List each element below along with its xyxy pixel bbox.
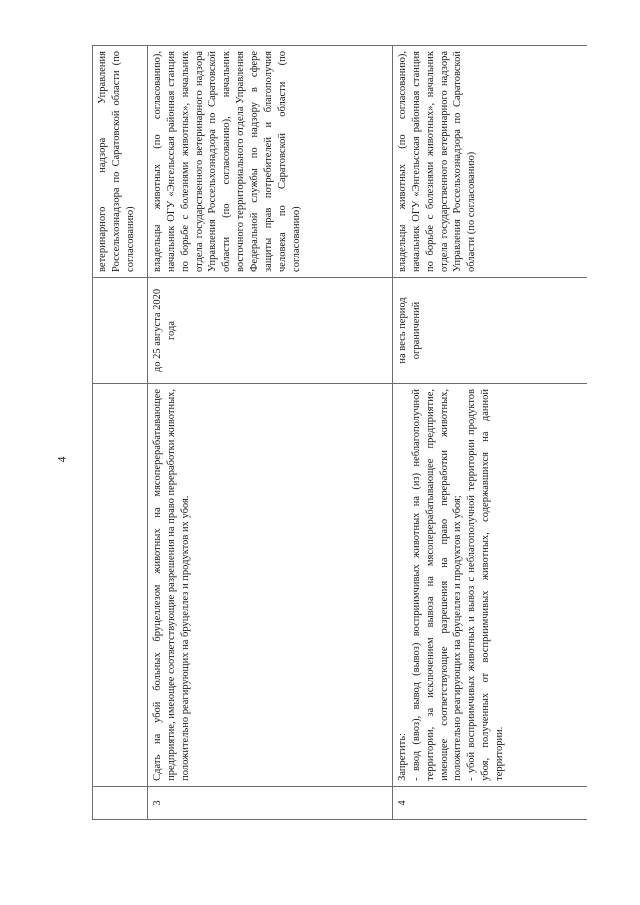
page-number: 4 <box>54 456 69 463</box>
cell-measure: Сдать на убой больных бруцеллезом животных на мясоперерабатывающее предприятие, имеющее соответствующие разрешения на право переработки животных, положительно реагирующих на бруцеллез и продуктов их убоя. <box>148 383 393 786</box>
document-table <box>92 45 587 820</box>
measure-list <box>410 389 507 781</box>
cell-term: до 25 августа 2020 года <box>148 277 393 383</box>
table-row <box>148 46 393 820</box>
document-table-rotated <box>92 45 587 820</box>
cell-measure <box>393 383 588 786</box>
table-row <box>393 46 588 820</box>
cell-responsible: владельцы животных (по согласованию), начальник ОГУ «Энгельсская районная станция по борьбе с болезнями животных», начальник отдела государственного ветеринарного надзора Управления Россельхознадзора по Саратовской области (по согласованию) <box>393 46 588 278</box>
cell-measure <box>93 383 148 786</box>
cell-term <box>93 277 148 383</box>
table-row <box>93 46 148 820</box>
cell-term: на весь период ограничений <box>393 277 588 383</box>
cell-responsible: владельцы животных (по согласованию), начальник ОГУ «Энгельсская районная станция по борьбе с болезнями животных», начальник отдела государственного ветеринарного надзора Управления Россельхознадзора по Саратовской области (по согласованию), начальник восточного территориального отдела Управления Федеральной службы по надзору в сфере защиты прав потребителей и благополучия человека по Саратовской области (по согласованию) <box>148 46 393 278</box>
list-item: - убой восприимчивых животных и вывоз с неблагополучной территории продуктов убоя, полученных от восприимчивых животных, содержавшихся на данной территории. <box>466 388 506 781</box>
cell-num <box>93 786 148 819</box>
cell-responsible: ветеринарного надзора Управления Россельхознадзора по Саратовской области (по согласованию) <box>93 46 148 278</box>
measures-table <box>92 45 587 820</box>
measure-title: Запретить: <box>397 733 408 781</box>
cell-num: 4 <box>393 786 588 819</box>
list-item: - ввод (ввоз), вывод (вывоз) восприимчивых животных на (из) неблагополучной территории, за исключением вывоза на мясоперерабатывающее предприятие, имеющее соответствующие разрешения на право переработки животных, положительно реагирующих на бруцеллез и продуктов их убоя; <box>410 388 464 781</box>
cell-num: 3 <box>148 786 393 819</box>
